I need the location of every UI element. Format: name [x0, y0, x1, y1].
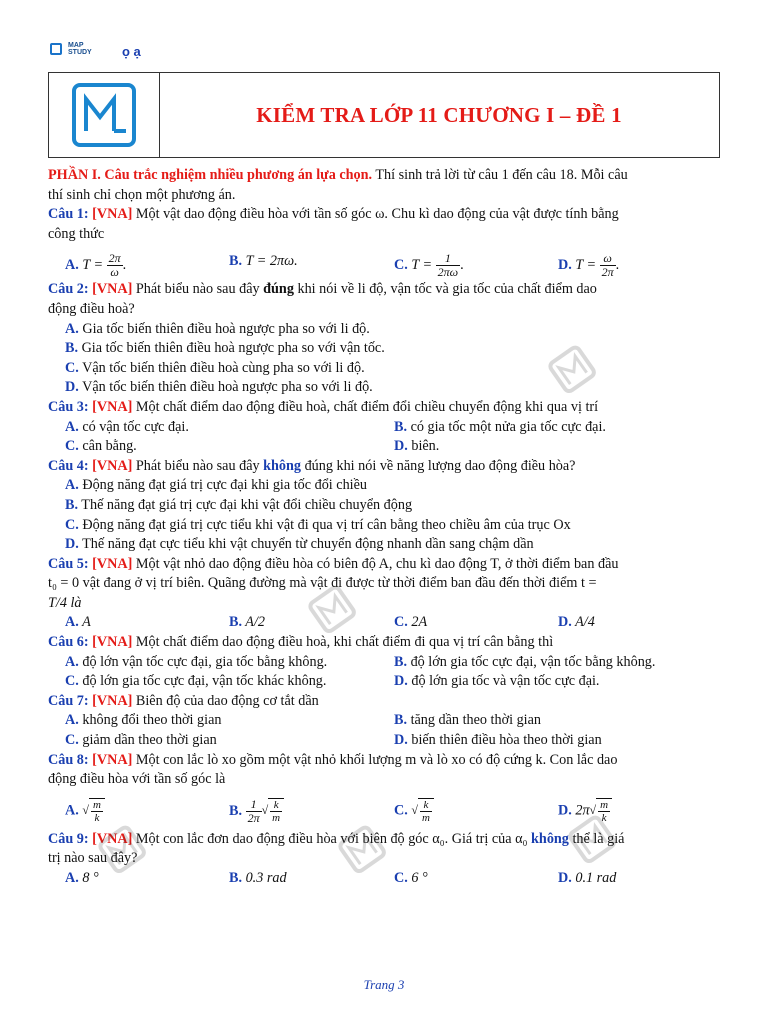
q4-option-b: B. Thế năng đạt giá trị cực đại khi vật đổi chiều chuyển động: [65, 496, 413, 513]
q6-option-d: D. độ lớn gia tốc và vận tốc cực đại.: [394, 673, 600, 690]
brand-line2: STUDY: [68, 49, 92, 56]
question-9-options: [48, 869, 726, 889]
q2-option-d: D. Vận tốc biến thiên điều hoà ngược pha so với li độ.: [65, 379, 373, 396]
q3-option-a: A. có vận tốc cực đại.: [65, 418, 189, 435]
q5-option-a: A. A: [65, 614, 91, 631]
q7-option-d: D. biến thiên điều hòa theo thời gian: [394, 732, 602, 749]
question-8-options: [48, 790, 726, 830]
q1-option-a: A. T = $\frac{2\pi}{\omega}$ .: [65, 251, 127, 280]
question-9: Câu 9: [VNA] Một con lắc đơn dao động điều hòa với biên độ góc α₀. Giá trị của α₀ không thể là giá: [48, 830, 625, 847]
q1-option-d: D. T = $\frac{\omega}{2\pi}$ .: [558, 251, 620, 280]
q2-option-b: B. Gia tốc biến thiên điều hoà ngược pha so với vận tốc.: [65, 340, 385, 357]
question-4: Câu 4: [VNA] Phát biểu nào sau đây không đúng khi nói về năng lượng dao động điều hòa?: [48, 457, 576, 474]
q8-option-c: C. √ $\frac{k}{m}$: [394, 798, 434, 824]
question-5: Câu 5: [VNA] Một vật nhỏ dao động điều hòa có biên độ A, chu kì dao động T, ở thời điểm ban đầu: [48, 555, 619, 572]
brand-tagline: ọ ạ: [122, 44, 141, 59]
question-5-options: [48, 613, 726, 633]
question-3: Câu 3: [VNA] Một chất điểm dao động điều hoà, chất điểm đổi chiều chuyển động khi qua vị trí: [48, 398, 599, 415]
q9-option-d: D. 0.1 rad: [558, 870, 617, 886]
q2-option-c: C. Vận tốc biến thiên điều hoà cùng pha so với li độ.: [65, 359, 365, 376]
q3-option-b: B. có gia tốc một nửa gia tốc cực đại.: [394, 418, 606, 435]
exam-content: PHẦN I. Câu trắc nghiệm nhiều phương án lựa chọn. Thí sinh trả lời từ câu 1 đến câu 18. Mỗi câu thí sinh chỉ chọn một phương án. Câu 1: [VNA] Một vật dao động điều hòa với tần số góc ω. Chu kì dao động của vật được tính bằng công thức A. T = $\frac{2\pi}{\omega}$ . B. T = 2πω. C. T = $\frac{1}{2\pi\omega}$ . D. T = $\frac{\omega}{2\pi}$ . Câu 2: [VNA] Phát biểu nào sau đây đúng khi nói về li độ, vận tốc và gia tốc của chất điểm dao động điều hoà? A. Gia tốc biến thiên điều hoà ngược pha so với li độ. B. Gia tốc biến thiên điều hoà ngược pha so với vận tốc. C. Vận tốc biến thiên điều hoà cùng pha so với li độ. D. Vận tốc biến thiên điều hoà ngược pha so với li độ. Câu 3: [VNA] Một chất điểm dao động điều hoà, chất điểm đổi chiều chuyển động khi qua vị trí A. có vận tốc cực đại. B. có gia tốc một nửa gia tốc cực đại. C. cân bằng. D. biên. Câu 4: [VNA] Phát biểu nào sau đây không đúng khi nói về năng lượng dao động điều hòa? A. Động năng đạt giá trị cực đại khi gia tốc đổi chiều B. Thế năng đạt giá trị cực đại khi vật đổi chiều chuyển động C. Động năng đạt giá trị cực tiểu khi vật đi qua vị trí cân bằng theo chiều âm của trục Ox D. Thế năng đạt cực tiểu khi vật chuyển từ chuyển động nhanh dần sang chậm dần Câu 5: [VNA] Một vật nhỏ dao động điều hòa có biên độ A, chu kì dao động T, ở thời điểm ban đầu t₀ = 0 vật đang ở vị trí biên. Quãng đường mà vật đi được từ thời điểm ban đầu đến thời điểm t = T/4 là A. A B. A/2 C. 2A D. A/4 Câu 6: [VNA] Một chất điểm dao động điều hoà, khi chất điểm đi qua vị trí cân bằng thì A. độ lớn vận tốc cực đại, gia tốc bằng không. B. độ lớn gia tốc cực đại, vận tốc bằng không. C. độ lớn gia tốc cực đại, vận tốc khác không. D. độ lớn gia tốc và vận tốc cực đại. Câu 7: [VNA] Biên độ của dao động cơ tắt dần A. không đổi theo thời gian B. tăng dần theo thời gian C. giảm dần theo thời gian D. biến thiên điều hòa theo thời gian Câu 8: [VNA] Một con lắc lò xo gồm một vật nhỏ khối lượng m và lò xo có độ cứng k. Con lắc dao động điều hòa với tần số góc là A. √ $\frac{m}{k}$ B. $\frac{1}{2\pi}$ √ $\frac{k}{m}$ C. √ $\frac{k}{m}$ D. 2π√ $\frac{m}{k}$ Câu 9: [VNA] Một con lắc đơn dao động điều hòa với biên độ góc α₀. Giá trị của α₀ không thể là giá trị nào sau đây? A. 8 ° B. 0.3 rad C. 6 ° D. 0.1 rad: [48, 166, 726, 889]
q2-option-a: A. Gia tốc biến thiên điều hoà ngược pha so với li độ.: [65, 320, 370, 337]
q7-option-b: B. tăng dần theo thời gian: [394, 712, 541, 729]
part1-label: PHẦN I. Câu trắc nghiệm nhiều phương án lựa chọn.: [48, 167, 373, 183]
q8-option-a: A. √ $\frac{m}{k}$: [65, 798, 105, 824]
map-study-icon: [50, 43, 62, 55]
q5-option-d: D. A/4: [558, 614, 595, 631]
q9-option-c: C. 6 °: [394, 870, 428, 886]
q6-option-c: C. độ lớn gia tốc cực đại, vận tốc khác không.: [65, 673, 327, 690]
m-logo-icon: [72, 83, 136, 147]
q8-option-d: D. 2π√ $\frac{m}{k}$: [558, 798, 612, 824]
q8-option-b: B. $\frac{1}{2\pi}$ √ $\frac{k}{m}$: [229, 798, 284, 825]
question-1-options: [48, 244, 726, 280]
q7-option-a: A. không đổi theo thời gian: [65, 712, 222, 729]
q9-option-a: A. 8 °: [65, 870, 99, 886]
q7-option-c: C. giảm dần theo thời gian: [65, 732, 217, 749]
q6-option-b: B. độ lớn gia tốc cực đại, vận tốc bằng không.: [394, 653, 656, 670]
page-title: KIỂM TRA LỚP 11 CHƯƠNG I – ĐỀ 1: [256, 102, 622, 127]
q5-option-b: B. A/2: [229, 614, 266, 631]
header-logo-cell: [49, 73, 160, 157]
q4-option-a: A. Động năng đạt giá trị cực đại khi gia tốc đổi chiều: [65, 477, 368, 494]
question-2: Câu 2: [VNA] Phát biểu nào sau đây đúng khi nói về li độ, vận tốc và gia tốc của chất điểm dao: [48, 281, 597, 298]
q1-option-c: C. T = $\frac{1}{2\pi\omega}$ .: [394, 251, 464, 280]
q3-option-d: D. biên.: [394, 438, 440, 455]
question-1: Câu 1: [VNA] Một vật dao động điều hòa với tần số góc ω. Chu kì dao động của vật được tính bằng: [48, 206, 619, 223]
part1-line2: thí sinh chỉ chọn một phương án.: [48, 186, 236, 203]
part1-line1: [48, 166, 726, 186]
part1-text1: Thí sinh trả lời từ câu 1 đến câu 18. Mỗi câu: [372, 167, 628, 183]
header-box: [48, 72, 720, 158]
q4-option-d: D. Thế năng đạt cực tiểu khi vật chuyển từ chuyển động nhanh dần sang chậm dần: [65, 536, 534, 553]
q9-option-b: B. 0.3 rad: [229, 870, 287, 886]
q6-option-a: A. độ lớn vận tốc cực đại, gia tốc bằng không.: [65, 653, 328, 670]
question-8: Câu 8: [VNA] Một con lắc lò xo gồm một vật nhỏ khối lượng m và lò xo có độ cứng k. Con lắc dao: [48, 751, 618, 768]
q5-option-c: C. 2A: [394, 614, 428, 631]
brand-logo: [50, 42, 92, 56]
q3-option-c: C. cân bằng.: [65, 438, 137, 455]
page-number: Trang 3: [363, 977, 405, 992]
question-6: Câu 6: [VNA] Một chất điểm dao động điều hoà, khi chất điểm đi qua vị trí cân bằng thì: [48, 634, 554, 651]
q4-option-c: C. Động năng đạt giá trị cực tiểu khi vật đi qua vị trí cân bằng theo chiều âm của trục Ox: [65, 516, 571, 533]
q1-option-b: B. T = 2πω.: [229, 253, 298, 270]
question-7: Câu 7: [VNA] Biên độ của dao động cơ tắt dần: [48, 692, 319, 709]
brand-line1: MAP: [68, 42, 84, 49]
